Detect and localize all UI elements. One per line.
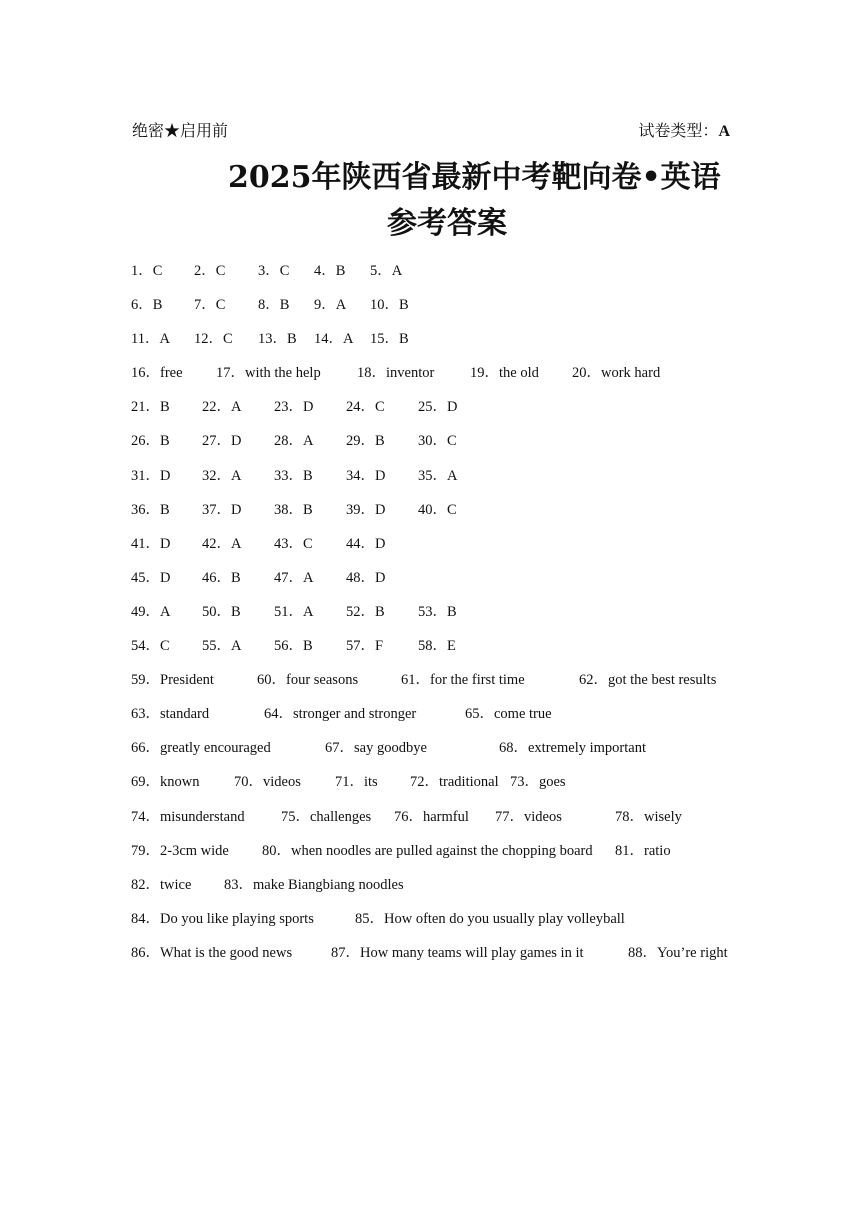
question-number: 1． — [131, 263, 153, 279]
answer-value: A — [159, 331, 170, 348]
answer-item — [274, 533, 313, 555]
answer-value: stronger and stronger — [293, 706, 417, 723]
question-number: 34． — [346, 467, 375, 484]
question-number: 12． — [194, 331, 223, 348]
answer-row — [131, 396, 751, 430]
question-number: 65． — [465, 706, 494, 723]
question-number: 79． — [131, 842, 160, 859]
question-number: 4． — [314, 263, 336, 279]
answer-value: A — [231, 535, 242, 552]
answer-value: B — [160, 501, 170, 518]
answer-item — [314, 260, 345, 282]
answer-item — [370, 294, 409, 316]
question-number: 61． — [401, 672, 430, 689]
answer-item — [202, 499, 241, 521]
document-title: 2025年陕西省最新中考靶向卷•英语 — [228, 160, 721, 195]
answer-item — [264, 703, 416, 725]
answer-row — [131, 669, 751, 703]
answer-item — [325, 737, 427, 759]
answer-row — [131, 635, 751, 669]
answer-row — [131, 737, 751, 771]
answer-item — [202, 465, 241, 487]
question-number: 36． — [131, 501, 160, 518]
question-number: 7． — [194, 297, 216, 314]
answer-item — [355, 908, 625, 930]
answer-value: free — [160, 365, 183, 382]
answer-value: A — [335, 297, 347, 314]
answer-item — [131, 430, 170, 452]
question-number: 50． — [202, 603, 231, 620]
question-number: 38． — [274, 501, 303, 518]
answer-item — [258, 294, 289, 316]
answer-value: twice — [160, 876, 192, 893]
answer-row — [131, 465, 751, 499]
answer-item — [346, 465, 385, 487]
answer-row — [131, 806, 751, 840]
answer-row — [131, 499, 751, 533]
answer-item — [234, 771, 301, 793]
answer-value: C — [375, 399, 385, 416]
answer-item — [572, 362, 660, 384]
question-number: 70． — [234, 774, 263, 791]
answer-item — [346, 601, 385, 623]
answer-item — [131, 499, 170, 521]
answer-value: D — [375, 569, 386, 586]
answer-value: D — [231, 501, 242, 518]
answer-value: You’re right — [657, 944, 728, 961]
answer-item — [418, 396, 457, 418]
question-number: 69． — [131, 774, 160, 791]
answer-item — [357, 362, 434, 384]
question-number: 62． — [579, 672, 608, 689]
answer-item — [131, 533, 170, 555]
answer-row — [131, 601, 751, 635]
question-number: 11． — [131, 331, 160, 348]
question-number: 27． — [202, 433, 231, 450]
question-number: 85． — [355, 910, 384, 927]
answer-value: work hard — [601, 365, 661, 382]
answer-value: B — [231, 569, 241, 586]
answer-value: videos — [263, 774, 301, 791]
question-number: 87． — [331, 944, 360, 961]
question-number: 58． — [418, 638, 447, 655]
question-number: 14． — [314, 331, 343, 348]
answer-value: B — [279, 297, 290, 314]
answer-value: 2-3cm wide — [160, 842, 229, 859]
answer-value: B — [152, 297, 163, 314]
answer-value: misunderstand — [160, 808, 245, 825]
answer-value: inventor — [386, 365, 435, 382]
question-number: 76． — [394, 808, 423, 825]
answer-value: A — [303, 569, 314, 586]
answer-item — [274, 396, 313, 418]
question-number: 88． — [628, 944, 657, 961]
answer-item — [495, 806, 562, 828]
answer-row — [131, 533, 751, 567]
answer-value: with the help — [245, 365, 321, 382]
answer-item — [131, 669, 214, 691]
answer-value: C — [303, 535, 313, 552]
answer-value: D — [303, 399, 314, 416]
answer-item — [401, 669, 525, 691]
answer-value: B — [447, 603, 457, 620]
answer-item — [418, 430, 457, 452]
answer-value: D — [160, 535, 171, 552]
answer-value: got the best results — [608, 672, 717, 689]
answer-value: C — [279, 263, 290, 279]
question-number: 6． — [131, 297, 153, 314]
question-number: 40． — [418, 501, 447, 518]
answer-item — [131, 328, 170, 350]
answer-value: C — [223, 331, 233, 348]
question-number: 56． — [274, 638, 303, 655]
answer-row — [131, 908, 751, 942]
question-number: 80． — [262, 842, 291, 859]
answer-value: B — [287, 331, 297, 348]
question-number: 75． — [281, 808, 310, 825]
question-number: 20． — [572, 365, 601, 382]
answer-item — [194, 328, 233, 350]
answer-value: standard — [160, 706, 210, 723]
answer-item — [131, 874, 191, 896]
question-number: 3． — [258, 263, 280, 279]
answer-item — [274, 635, 313, 657]
question-number: 33． — [274, 467, 303, 484]
question-number: 53． — [418, 603, 447, 620]
confidential-label: 绝密★启用前 — [132, 123, 229, 140]
question-number: 35． — [418, 467, 447, 484]
answer-value: challenges — [310, 808, 372, 825]
answer-value: the old — [499, 365, 539, 382]
answer-row — [131, 567, 751, 601]
answer-item — [346, 533, 385, 555]
answer-item — [418, 465, 457, 487]
answer-item — [131, 840, 229, 862]
answer-item — [194, 294, 225, 316]
answer-item — [131, 396, 170, 418]
answer-key — [131, 260, 751, 976]
question-number: 15． — [370, 331, 399, 348]
question-number: 64． — [264, 706, 293, 723]
answer-item — [131, 942, 292, 964]
answer-item — [131, 601, 170, 623]
question-number: 43． — [274, 535, 303, 552]
answer-item — [258, 260, 289, 282]
answer-row — [131, 328, 751, 362]
answer-row — [131, 430, 751, 464]
question-number: 72． — [410, 774, 439, 791]
answer-value: A — [231, 467, 242, 484]
question-number: 9． — [314, 297, 336, 314]
question-number: 44． — [346, 535, 375, 552]
answer-item — [615, 840, 671, 862]
question-number: 10． — [370, 297, 399, 314]
answer-value: President — [160, 672, 214, 689]
question-number: 46． — [202, 569, 231, 586]
answer-value: A — [343, 331, 354, 348]
answer-value: its — [364, 774, 378, 791]
answer-value: greatly encouraged — [160, 740, 271, 757]
answer-item — [131, 737, 271, 759]
answer-value: B — [375, 603, 385, 620]
answer-item — [346, 430, 385, 452]
answer-value: A — [391, 263, 403, 279]
answer-item — [346, 499, 385, 521]
answer-item — [314, 328, 353, 350]
answer-value: F — [375, 638, 384, 655]
answer-value: B — [160, 433, 170, 450]
question-number: 49． — [131, 603, 160, 620]
answer-item — [346, 396, 385, 418]
paper-type-label: 试卷类型： — [638, 123, 719, 140]
answer-value: harmful — [423, 808, 469, 825]
answer-item — [346, 567, 385, 589]
answer-item — [202, 635, 241, 657]
question-number: 19． — [470, 365, 499, 382]
question-number: 30． — [418, 433, 447, 450]
question-number: 81． — [615, 842, 644, 859]
answer-value: when noodles are pulled against the chopping board — [291, 842, 593, 859]
answer-item — [615, 806, 682, 828]
question-number: 45． — [131, 569, 160, 586]
answer-item — [418, 601, 457, 623]
answer-value: D — [447, 399, 458, 416]
answer-item — [131, 567, 170, 589]
answer-item — [131, 908, 314, 930]
question-number: 60． — [257, 672, 286, 689]
question-number: 32． — [202, 467, 231, 484]
question-number: 16． — [131, 365, 160, 382]
answer-item — [131, 806, 245, 828]
answer-value: ratio — [644, 842, 671, 859]
answer-value: What is the good news — [160, 944, 293, 961]
question-number: 25． — [418, 399, 447, 416]
answer-value: D — [231, 433, 242, 450]
answer-item — [579, 669, 716, 691]
answer-row — [131, 294, 751, 328]
answer-value: wisely — [644, 808, 682, 825]
paper-type-value: A — [718, 123, 730, 140]
answer-item — [224, 874, 404, 896]
answer-item — [346, 635, 383, 657]
question-number: 63． — [131, 706, 160, 723]
answer-item — [131, 362, 183, 384]
answer-value: C — [152, 263, 163, 279]
answer-value: How many teams will play games in it — [360, 944, 584, 961]
question-number: 2． — [194, 263, 216, 279]
question-number: 71． — [335, 774, 364, 791]
answer-value: D — [375, 467, 386, 484]
question-number: 5． — [370, 263, 392, 279]
question-number: 48． — [346, 569, 375, 586]
answer-value: extremely important — [528, 740, 646, 757]
question-number: 31． — [131, 467, 160, 484]
question-number: 83． — [224, 876, 253, 893]
answer-value: B — [375, 433, 385, 450]
answer-value: B — [303, 501, 313, 518]
answer-item — [314, 294, 346, 316]
answer-row — [131, 703, 751, 737]
question-number: 37． — [202, 501, 231, 518]
question-number: 23． — [274, 399, 303, 416]
answer-value: B — [399, 331, 409, 348]
answer-item — [131, 465, 170, 487]
answer-item — [131, 294, 162, 316]
question-number: 82． — [131, 876, 160, 893]
answer-value: C — [215, 297, 226, 314]
question-number: 42． — [202, 535, 231, 552]
question-number: 74． — [131, 808, 160, 825]
answer-value: B — [335, 263, 346, 279]
answer-item — [370, 260, 402, 282]
answer-item — [465, 703, 552, 725]
answer-row — [131, 362, 751, 396]
answer-value: goes — [539, 774, 566, 791]
answer-item — [418, 499, 457, 521]
question-number: 13． — [258, 331, 287, 348]
answer-item — [262, 840, 593, 862]
answer-item — [331, 942, 584, 964]
question-number: 41． — [131, 535, 160, 552]
answer-item — [470, 362, 539, 384]
question-number: 54． — [131, 638, 160, 655]
question-number: 8． — [258, 297, 280, 314]
answer-row — [131, 771, 751, 805]
document-subtitle: 参考答案 — [387, 206, 507, 241]
answer-item — [335, 771, 378, 793]
answer-item — [194, 260, 225, 282]
answer-value: four seasons — [286, 672, 359, 689]
answer-value: come true — [494, 706, 552, 723]
answer-value: A — [160, 603, 171, 620]
question-number: 77． — [495, 808, 524, 825]
answer-item — [131, 771, 199, 793]
answer-item — [202, 533, 241, 555]
question-number: 39． — [346, 501, 375, 518]
answer-value: A — [447, 467, 458, 484]
answer-item — [131, 260, 162, 282]
answer-item — [202, 567, 241, 589]
answer-row — [131, 840, 751, 874]
question-number: 86． — [131, 944, 160, 961]
answer-value: say goodbye — [354, 740, 427, 757]
answer-value: D — [160, 569, 171, 586]
answer-value: A — [231, 638, 242, 655]
answer-value: B — [160, 399, 170, 416]
answer-item — [131, 635, 170, 657]
answer-item — [274, 567, 313, 589]
question-number: 18． — [357, 365, 386, 382]
answer-value: C — [447, 433, 457, 450]
question-number: 68． — [499, 740, 528, 757]
answer-value: C — [447, 501, 457, 518]
question-number: 78． — [615, 808, 644, 825]
question-number: 28． — [274, 433, 303, 450]
question-number: 84． — [131, 910, 160, 927]
question-number: 26． — [131, 433, 160, 450]
question-number: 66． — [131, 740, 160, 757]
question-number: 59． — [131, 672, 160, 689]
question-number: 47． — [274, 569, 303, 586]
answer-item — [281, 806, 371, 828]
answer-value: A — [231, 399, 242, 416]
answer-item — [418, 635, 456, 657]
answer-value: make Biangbiang noodles — [253, 876, 404, 893]
answer-item — [216, 362, 321, 384]
answer-value: A — [303, 603, 314, 620]
paper-type — [638, 118, 730, 141]
answer-item — [131, 703, 209, 725]
answer-value: for the first time — [430, 672, 525, 689]
answer-row — [131, 874, 751, 908]
answer-value: videos — [524, 808, 562, 825]
question-number: 55． — [202, 638, 231, 655]
answer-value: D — [375, 501, 386, 518]
answer-item — [274, 601, 313, 623]
question-number: 22． — [202, 399, 231, 416]
answer-value: D — [160, 467, 171, 484]
answer-item — [202, 430, 241, 452]
answer-value: E — [447, 638, 456, 655]
question-number: 52． — [346, 603, 375, 620]
answer-item — [202, 396, 241, 418]
answer-value: How often do you usually play volleyball — [384, 910, 625, 927]
answer-value: B — [303, 467, 313, 484]
question-number: 57． — [346, 638, 375, 655]
answer-value: traditional — [439, 774, 499, 791]
answer-row — [131, 942, 751, 976]
answer-item — [410, 771, 499, 793]
answer-value: C — [160, 638, 170, 655]
question-number: 24． — [346, 399, 375, 416]
answer-item — [510, 771, 566, 793]
answer-value: known — [160, 774, 200, 791]
answer-item — [274, 499, 313, 521]
question-number: 51． — [274, 603, 303, 620]
question-number: 29． — [346, 433, 375, 450]
answer-item — [394, 806, 469, 828]
answer-item — [499, 737, 646, 759]
answer-item — [628, 942, 728, 964]
answer-value: Do you like playing sports — [160, 910, 314, 927]
answer-item — [202, 601, 241, 623]
answer-item — [257, 669, 358, 691]
answer-item — [370, 328, 409, 350]
answer-value: B — [231, 603, 241, 620]
question-number: 17． — [216, 365, 245, 382]
answer-item — [274, 465, 313, 487]
answer-value: B — [303, 638, 313, 655]
answer-value: D — [375, 535, 386, 552]
answer-item — [274, 430, 313, 452]
answer-item — [258, 328, 297, 350]
answer-row — [131, 260, 751, 294]
answer-value: B — [399, 297, 409, 314]
question-number: 21． — [131, 399, 160, 416]
answer-value: A — [303, 433, 314, 450]
answer-value: C — [215, 263, 226, 279]
question-number: 73． — [510, 774, 539, 791]
question-number: 67． — [325, 740, 354, 757]
